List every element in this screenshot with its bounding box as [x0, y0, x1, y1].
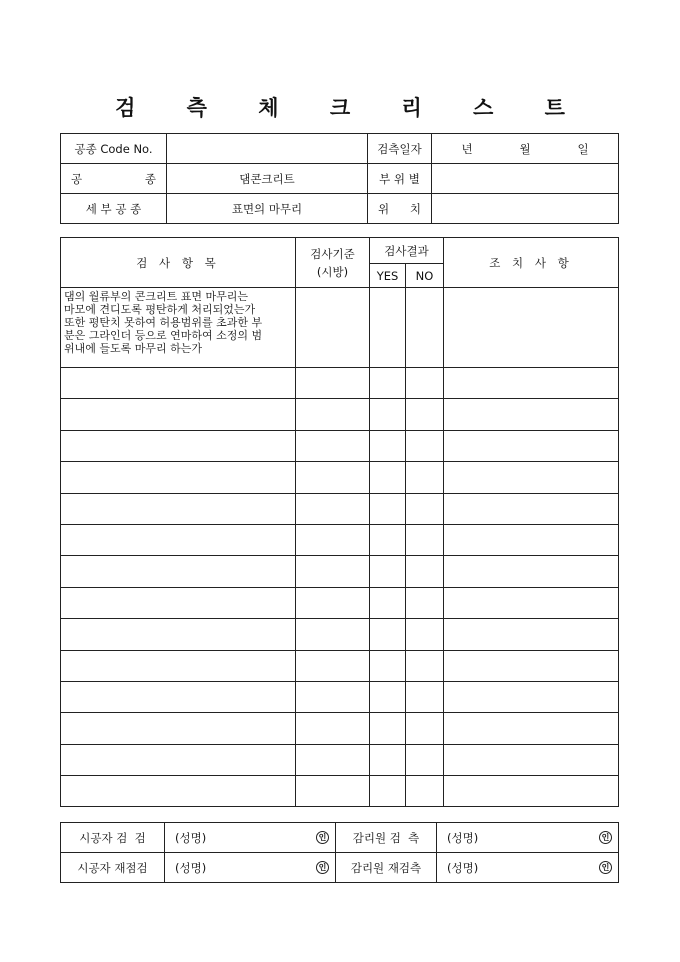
yes-cell[interactable] — [370, 650, 406, 681]
checklist-row — [61, 288, 619, 368]
date-year-label: 년 — [461, 141, 473, 156]
action-cell[interactable] — [444, 744, 619, 775]
action-cell[interactable] — [444, 619, 619, 650]
checklist-row — [61, 776, 619, 807]
position-field[interactable] — [432, 194, 619, 224]
standard-cell[interactable] — [296, 744, 370, 775]
no-cell[interactable] — [406, 556, 444, 587]
detail-work-field[interactable]: 표면의 마무리 — [167, 194, 368, 224]
checklist-row — [61, 524, 619, 555]
standard-cell[interactable] — [296, 368, 370, 399]
checklist-row — [61, 556, 619, 587]
yes-cell[interactable] — [370, 619, 406, 650]
action-cell[interactable] — [444, 493, 619, 524]
item-header: 검 사 항 목 — [61, 238, 296, 288]
checklist-item-cell — [61, 493, 296, 524]
standard-cell[interactable] — [296, 556, 370, 587]
no-cell[interactable] — [406, 288, 444, 368]
no-cell[interactable] — [406, 368, 444, 399]
checklist-item-cell — [61, 776, 296, 807]
yes-cell[interactable] — [370, 556, 406, 587]
yes-cell[interactable] — [370, 681, 406, 712]
yes-cell[interactable] — [370, 713, 406, 744]
sign-placeholder: (성명) — [447, 860, 479, 875]
yes-cell[interactable] — [370, 368, 406, 399]
yes-cell[interactable] — [370, 399, 406, 430]
action-cell[interactable] — [444, 650, 619, 681]
signature-table — [60, 822, 619, 883]
checklist-body — [61, 288, 619, 807]
checklist-item-cell — [61, 650, 296, 681]
work-type-field[interactable]: 댐콘크리트 — [167, 164, 368, 194]
seal-icon: 인 — [599, 831, 612, 844]
position-label-2: 치 — [409, 201, 421, 216]
checklist-row — [61, 681, 619, 712]
no-cell[interactable] — [406, 744, 444, 775]
action-cell[interactable] — [444, 713, 619, 744]
detail-work-label: 세 부 공 종 — [61, 194, 167, 224]
seal-icon: 인 — [316, 831, 329, 844]
no-header: NO — [406, 264, 444, 288]
standard-cell[interactable] — [296, 681, 370, 712]
yes-cell[interactable] — [370, 776, 406, 807]
checklist-item-cell — [61, 681, 296, 712]
sign-placeholder: (성명) — [175, 860, 207, 875]
checklist-item-cell — [61, 524, 296, 555]
no-cell[interactable] — [406, 681, 444, 712]
standard-cell[interactable] — [296, 399, 370, 430]
action-cell[interactable] — [444, 556, 619, 587]
work-type-label-cell — [61, 164, 167, 194]
checklist-item-cell — [61, 399, 296, 430]
date-day-label: 일 — [577, 141, 589, 156]
standard-cell[interactable] — [296, 493, 370, 524]
page-title: 검 측 체 크 리 스 트 — [115, 95, 587, 120]
yes-cell[interactable] — [370, 430, 406, 461]
yes-cell[interactable] — [370, 744, 406, 775]
action-cell[interactable] — [444, 288, 619, 368]
supervisor-inspection-label: 감리원 검 측 — [336, 823, 437, 853]
checklist-item-cell — [61, 556, 296, 587]
standard-cell[interactable] — [296, 776, 370, 807]
checklist-item-cell — [61, 619, 296, 650]
yes-cell[interactable] — [370, 462, 406, 493]
checklist-row — [61, 587, 619, 618]
checklist-item-cell — [61, 430, 296, 461]
no-cell[interactable] — [406, 650, 444, 681]
checklist-row — [61, 744, 619, 775]
yes-cell[interactable] — [370, 493, 406, 524]
seal-icon: 인 — [599, 861, 612, 874]
checklist-item-cell — [61, 744, 296, 775]
work-type-label-1: 공 — [71, 171, 83, 186]
checklist-row — [61, 493, 619, 524]
no-cell[interactable] — [406, 430, 444, 461]
standard-cell[interactable] — [296, 288, 370, 368]
no-cell[interactable] — [406, 713, 444, 744]
position-label-cell — [368, 194, 432, 224]
checklist-item-cell — [61, 587, 296, 618]
action-cell[interactable] — [444, 462, 619, 493]
contractor-inspection-label: 시공자 검 검 — [61, 823, 165, 853]
standard-header-line1: 검사기준 — [310, 246, 355, 261]
contractor-reinspection-signature[interactable] — [165, 853, 336, 883]
action-cell[interactable] — [444, 776, 619, 807]
checklist-row — [61, 430, 619, 461]
checklist-row — [61, 650, 619, 681]
yes-cell[interactable] — [370, 524, 406, 555]
supervisor-reinspection-label: 감리원 재검측 — [336, 853, 437, 883]
contractor-reinspection-label: 시공자 재점검 — [61, 853, 165, 883]
checklist-table — [60, 237, 619, 807]
standard-cell[interactable] — [296, 619, 370, 650]
supervisor-inspection-signature[interactable] — [437, 823, 619, 853]
result-header: 검사결과 — [370, 238, 444, 264]
no-cell[interactable] — [406, 399, 444, 430]
checklist-item-cell — [61, 368, 296, 399]
no-cell[interactable] — [406, 462, 444, 493]
work-type-label-2: 종 — [144, 171, 156, 186]
yes-cell[interactable] — [370, 288, 406, 368]
action-cell[interactable] — [444, 524, 619, 555]
yes-cell[interactable] — [370, 587, 406, 618]
standard-cell[interactable] — [296, 587, 370, 618]
checklist-row — [61, 399, 619, 430]
standard-header — [296, 238, 370, 288]
no-cell[interactable] — [406, 493, 444, 524]
seal-icon: 인 — [316, 861, 329, 874]
standard-header-line2: (시방) — [316, 264, 349, 279]
inspection-date-label: 검측일자 — [368, 134, 432, 164]
standard-cell[interactable] — [296, 713, 370, 744]
location-part-label: 부 위 별 — [368, 164, 432, 194]
standard-cell[interactable] — [296, 524, 370, 555]
position-label-1: 위 — [378, 201, 390, 216]
no-cell[interactable] — [406, 619, 444, 650]
contractor-inspection-signature[interactable] — [165, 823, 336, 853]
no-cell[interactable] — [406, 587, 444, 618]
sign-placeholder: (성명) — [175, 830, 207, 845]
action-cell[interactable] — [444, 587, 619, 618]
checklist-item-cell — [61, 462, 296, 493]
no-cell[interactable] — [406, 776, 444, 807]
checklist-item-cell — [61, 713, 296, 744]
date-month-label: 월 — [519, 141, 531, 156]
supervisor-reinspection-signature[interactable] — [437, 853, 619, 883]
checklist-row — [61, 713, 619, 744]
no-cell[interactable] — [406, 524, 444, 555]
action-cell[interactable] — [444, 430, 619, 461]
work-code-field[interactable] — [167, 134, 368, 164]
standard-cell[interactable] — [296, 462, 370, 493]
checklist-row — [61, 619, 619, 650]
checklist-item-cell: 댐의 월류부의 콘크리트 표면 마무리는 마모에 견디도록 평탄하게 처리되었는가 또한 평탄치 못하여 허용범위를 초과한 부 분은 그라인더 등으로 연마하여 소정의 범 위내에 들도록 마무리 하는가 — [61, 288, 296, 368]
action-header: 조 치 사 항 — [444, 238, 619, 288]
checklist-row — [61, 368, 619, 399]
action-cell[interactable] — [444, 368, 619, 399]
standard-cell[interactable] — [296, 430, 370, 461]
location-part-field[interactable] — [432, 164, 619, 194]
inspection-date-field[interactable] — [432, 134, 619, 164]
info-table — [60, 133, 619, 224]
standard-cell[interactable] — [296, 650, 370, 681]
yes-header: YES — [370, 264, 406, 288]
action-cell[interactable] — [444, 399, 619, 430]
work-code-label: 공종 Code No. — [61, 134, 167, 164]
checklist-row — [61, 462, 619, 493]
action-cell[interactable] — [444, 681, 619, 712]
sign-placeholder: (성명) — [447, 830, 479, 845]
